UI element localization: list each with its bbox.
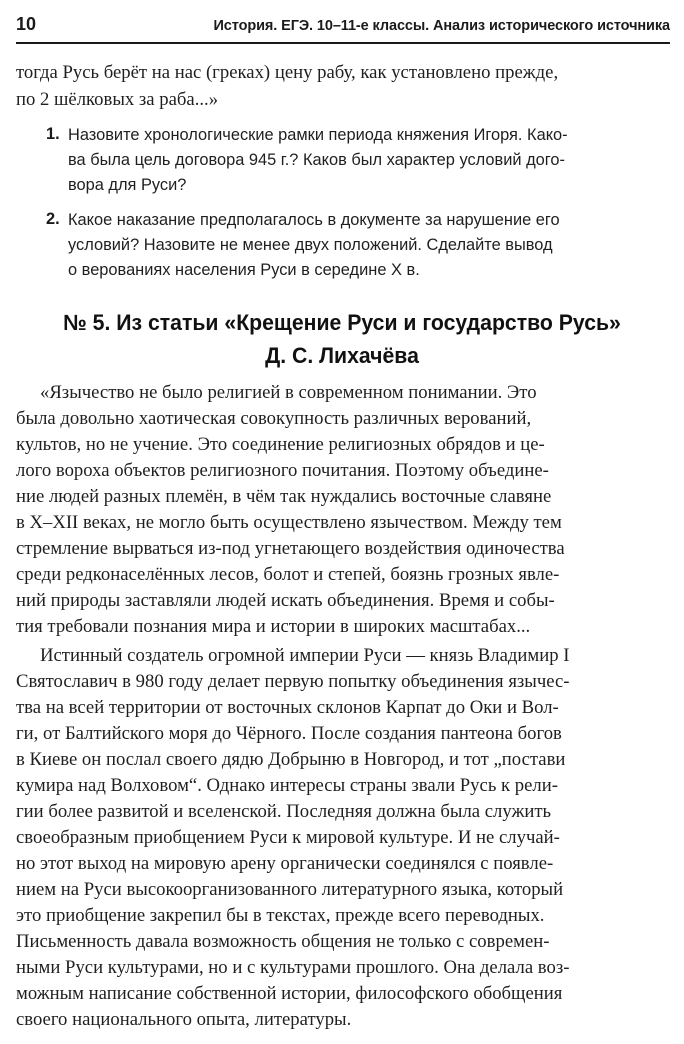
text-line: ными Руси культурами, но и с культурами прошлого. Она делала воз-	[16, 957, 570, 978]
text-line: Святославич в 980 году делает первую попытку объединения язычес-	[16, 671, 570, 692]
text-line: но этот выход на мировую арену органически соединялся с появле-	[16, 853, 554, 874]
text-line: в Киеве он послал своего дядю Добрыню в Новгород, и тот „постави	[16, 749, 566, 770]
text-line: ги, от Балтийского моря до Чёрного. После создания пантеона богов	[16, 723, 562, 744]
question-line: условий? Назовите не менее двух положений. Сделайте вывод	[68, 236, 553, 254]
question-line: Назовите хронологические рамки периода княжения Игоря. Како-	[68, 126, 568, 144]
question-line: Какое наказание предполагалось в документе за нарушение его	[68, 211, 560, 229]
text-line: среди редконаселённых лесов, болот и степей, боязнь грозных явле-	[16, 564, 560, 585]
section-author: Д. С. Лихачёва	[265, 343, 419, 368]
text-line: тва на всей территории от восточных склонов Карпат до Оки и Вол-	[16, 697, 559, 718]
text-line: нием на Руси высокоорганизованного литературного языка, который	[16, 879, 564, 900]
question-line: ва была цель договора 945 г.? Каков был характер условий дого-	[68, 151, 565, 169]
text-line: своеобразным приобщением Руси к мировой культуре. И не случай-	[16, 827, 560, 848]
text-line: ний природы заставляли людей искать объединения. Время и собы-	[16, 590, 555, 611]
text-line: Письменность давала возможность общения не только с современ-	[16, 931, 550, 952]
text-line: гии более развитой и вселенской. Последняя должна была служить	[16, 801, 552, 822]
intro-line: по 2 шёлковых за раба...»	[16, 89, 219, 110]
question-line: вора для Руси?	[68, 176, 187, 194]
intro-line: тогда Русь берёт на нас (греках) цену рабу, как установлено прежде,	[16, 62, 559, 83]
text-line: кумира над Волховом“. Однако интересы страны звали Русь к рели-	[16, 775, 558, 796]
running-title: История. ЕГЭ. 10–11-е классы. Анализ исторического источника	[213, 18, 670, 34]
header-rule	[16, 42, 670, 44]
section-title: № 5. Из статьи «Крещение Руси и государство Русь»	[63, 310, 621, 335]
text-line: культов, но не учение. Это соединение религиозных обрядов и це-	[16, 434, 545, 455]
text-line: лого вороха объектов религиозного почитания. Поэтому объедине-	[16, 460, 549, 481]
text-line: тия требовали познания мира и истории в широких масштабах...	[16, 616, 531, 637]
text-line: в X–XII веках, не могло быть осуществлено язычеством. Между тем	[16, 512, 562, 533]
question-number: 1.	[46, 125, 60, 143]
text-line: можным написание собственной истории, философского обобщения	[16, 983, 563, 1004]
text-line: ние людей разных племён, в чём так нуждались восточные славяне	[16, 486, 552, 507]
text-line: своего национального опыта, литературы.	[16, 1009, 352, 1030]
text-line: была довольно хаотическая совокупность различных верований,	[16, 408, 532, 429]
question-line: о верованиях населения Руси в середине X в.	[68, 261, 420, 279]
page-header	[16, 12, 670, 40]
text-line: это приобщение закрепил бы в текстах, прежде всего переводных.	[16, 905, 545, 926]
text-line: Истинный создатель огромной империи Руси — князь Владимир I	[40, 645, 570, 666]
page-number: 10	[16, 14, 37, 34]
question-number: 2.	[46, 210, 60, 228]
text-line: «Язычество не было религией в современном понимании. Это	[40, 382, 537, 403]
text-line: стремление вырваться из-под угнетающего воздействия одиночества	[16, 538, 565, 559]
